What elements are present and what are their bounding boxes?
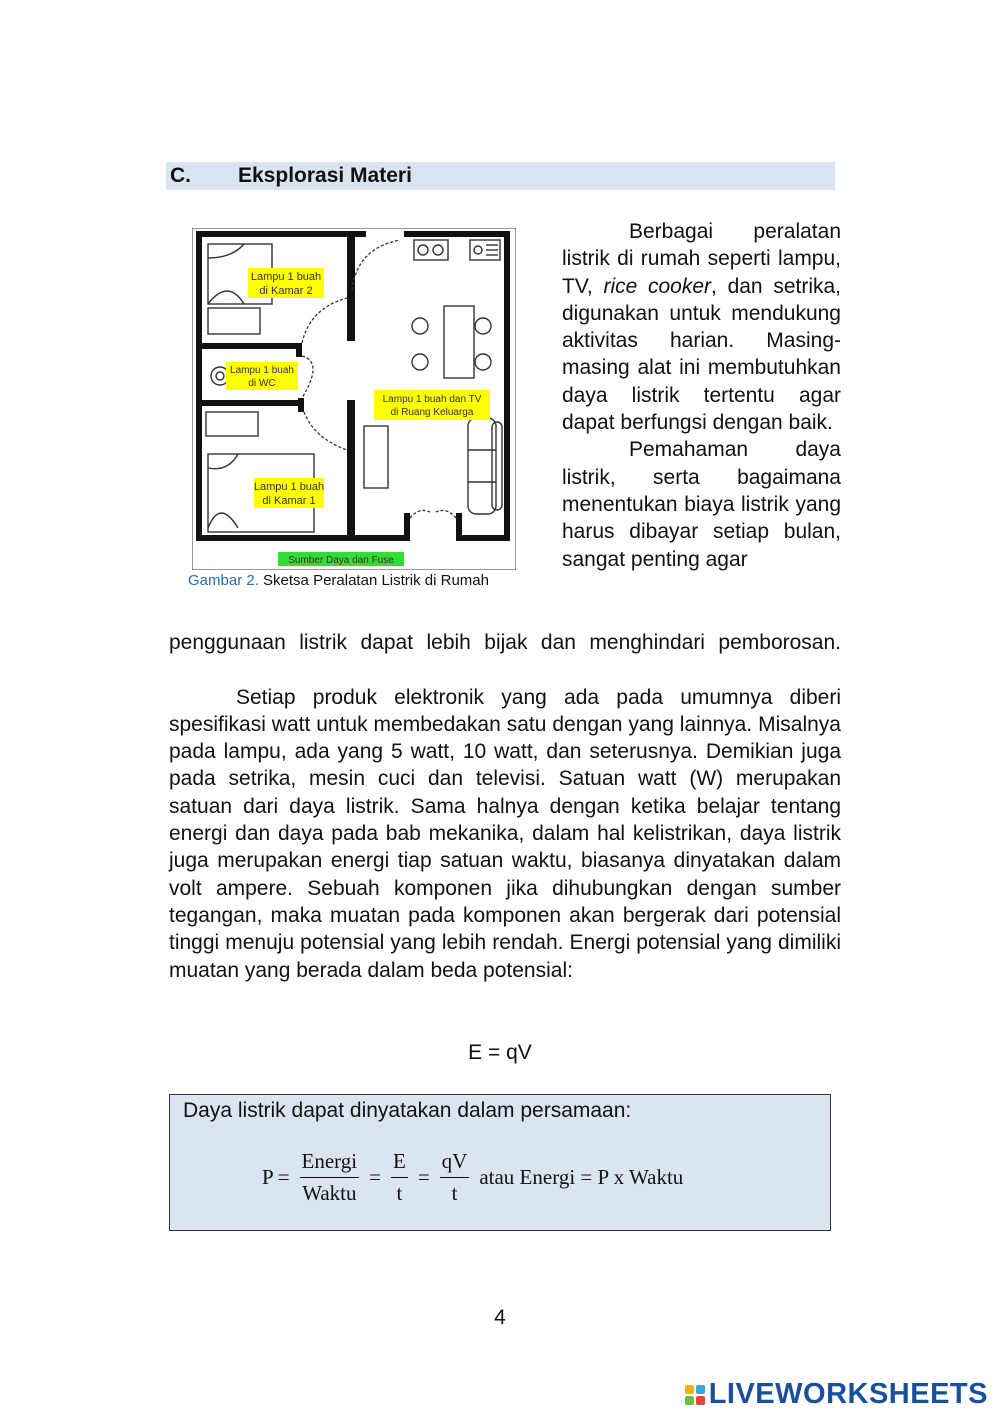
- liveworksheets-brand: [685, 1378, 988, 1411]
- fraction-num-e: E: [391, 1149, 408, 1178]
- fraction-e-t: [391, 1149, 408, 1206]
- body-text: [169, 629, 841, 984]
- fraction-den-t2: t: [451, 1180, 458, 1205]
- energy-formula: E = qV: [468, 1041, 532, 1064]
- figure-caption: [188, 571, 528, 591]
- section-heading: [166, 162, 835, 190]
- brand-logo-icon: [685, 1385, 705, 1405]
- section-title: Eksplorasi Materi: [238, 164, 412, 187]
- floor-plan-drawing: [192, 228, 516, 570]
- fraction-qv-t: [440, 1149, 470, 1206]
- eq-sign-3: =: [417, 1164, 430, 1189]
- intro-text-b: , dan setrika, digunakan untuk mendukung aktivitas harian. Masing-masing alat ini membutuhkan daya listrik tertentu agar dapat berfungsi dengan baik.: [562, 274, 842, 435]
- section-number: C.: [170, 164, 191, 187]
- label-keluarga-line1: Lampu 1 buah dan TV: [382, 394, 482, 405]
- caption-label: Gambar 2.: [188, 572, 259, 589]
- eq-sign-1: =: [277, 1164, 290, 1189]
- power-equation-box: [169, 1094, 831, 1231]
- cont-line-1: penggunaan listrik dapat lebih bijak dan menghindari pemborosan.: [169, 631, 841, 654]
- brand-name: LIVEWORKSHEETS: [708, 1378, 988, 1410]
- fraction-den-waktu: Waktu: [302, 1180, 357, 1205]
- eq-p: P: [262, 1164, 274, 1189]
- intro-text-a: Berbagai peralatan listrik di rumah seperti lampu, TV,: [562, 220, 841, 298]
- label-wc-line2: di WC: [248, 378, 276, 389]
- page-number: 4: [494, 1306, 506, 1329]
- label-fuse: Sumber Daya dan Fuse: [288, 555, 394, 566]
- house-sketch-figure: [192, 228, 516, 570]
- label-keluarga-line2: di Ruang Keluarga: [390, 407, 474, 418]
- label-kamar2-line1: Lampu 1 buah: [250, 271, 322, 283]
- understanding-paragraph: Pemahaman daya listrik, serta bagaimana menentukan biaya listrik yang harus dibayar setiap bulan, sangat penting agar: [562, 438, 841, 571]
- label-kamar1-line1: Lampu 1 buah: [253, 481, 325, 493]
- intro-text-em: rice cooker: [603, 274, 712, 298]
- box-intro: Daya listrik dapat dinyatakan dalam persamaan:: [183, 1099, 632, 1122]
- understanding-paragraph-cont-1: [169, 629, 841, 656]
- intro-paragraph: [562, 218, 841, 436]
- fraction-num-energi: Energi: [300, 1149, 360, 1178]
- label-kamar1-line2: di Kamar 1: [262, 495, 316, 507]
- side-text-column: [562, 218, 841, 573]
- power-equation: [262, 1147, 683, 1207]
- label-kamar2-line2: di Kamar 2: [259, 285, 313, 297]
- eq-tail: atau Energi = P x Waktu: [479, 1164, 684, 1189]
- caption-text: Sketsa Peralatan Listrik di Rumah: [263, 572, 489, 589]
- fraction-den-t: t: [396, 1180, 403, 1205]
- fraction-energi-waktu: [300, 1149, 360, 1206]
- label-wc-line1: Lampu 1 buah: [230, 365, 294, 376]
- watt-paragraph: Setiap produk elektronik yang ada pada umumnya diberi spesifikasi watt untuk membedakan satu dengan yang lainnya. Misalnya pada lampu, ada yang 5 watt, 10 watt, dan seterusnya. Demikian juga pada setrika, mesin cuci dan televisi. Satuan watt (W) merupakan satuan dari daya listrik. Sama halnya dengan ketika belajar tentang energi dan daya pada bab mekanika, dalam hal kelistrikan, daya listrik juga merupakan energi tiap satuan waktu, biasanya dinyatakan dalam volt ampere. Sebuah komponen jika dihubungkan dengan sumber tegangan, maka muatan pada komponen akan bergerak dari potensial tinggi menuju potensial yang lebih rendah. Energi potensial yang dimiliki muatan yang berada dalam beda potensial:: [169, 685, 841, 982]
- eq-sign-2: =: [369, 1164, 381, 1189]
- fraction-num-qv: qV: [440, 1149, 470, 1178]
